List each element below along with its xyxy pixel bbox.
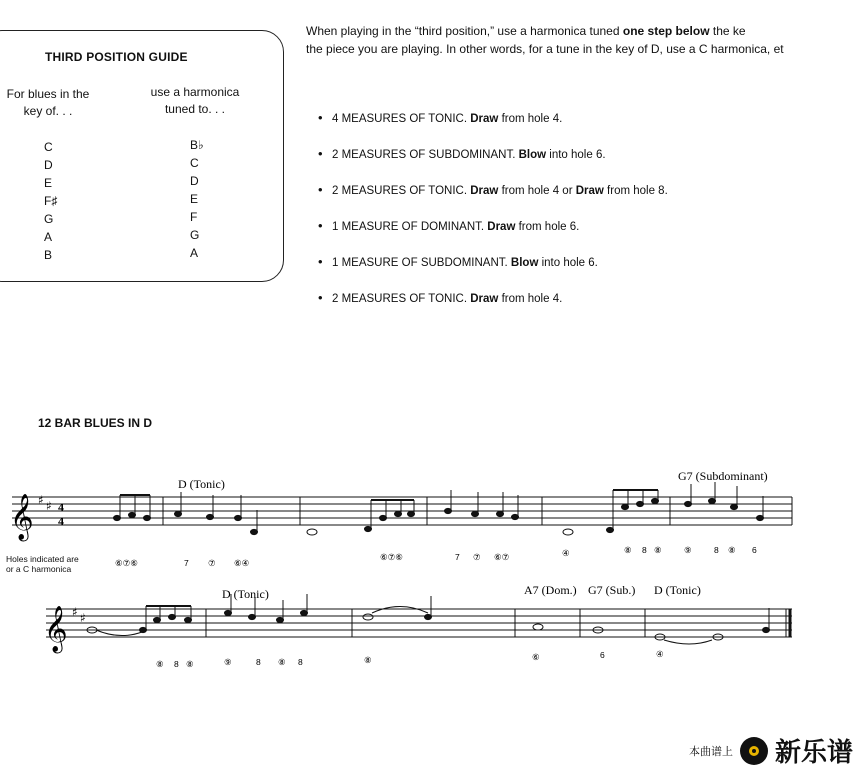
watermark-small: 本曲谱上: [688, 745, 733, 758]
watermark-big: 新乐谱: [774, 737, 853, 767]
guide-col2-line2: tuned to. . .: [164, 102, 226, 116]
blues-key: G: [44, 212, 54, 226]
harmonica-key: G: [190, 228, 200, 242]
section-title: 12 BAR BLUES IN D: [38, 416, 153, 430]
hole-number: ⑦: [208, 558, 216, 568]
hole-number: 7: [455, 552, 460, 562]
blues-key: F♯: [44, 194, 58, 208]
bullet-icon: •: [318, 110, 323, 125]
guide-col1-line1: For blues in the: [6, 87, 90, 101]
hole-number: ⑧: [186, 659, 194, 669]
hole-number: ⑧: [654, 545, 662, 555]
hole-number: ⑧: [624, 545, 632, 555]
chord-label: D (Tonic): [654, 583, 701, 597]
hole-number: 7: [184, 558, 189, 568]
holes-note: [6, 554, 79, 574]
harmonica-key: D: [190, 174, 199, 188]
hole-number: ⑨: [684, 545, 692, 555]
step-item: • 1 MEASURE OF SUBDOMINANT. Blow into hole 6.: [318, 252, 668, 288]
harmonica-key: E: [190, 192, 199, 206]
hole-number: ⑧: [728, 545, 736, 555]
chord-label: G7 (Sub.): [588, 583, 636, 597]
bullet-icon: •: [318, 182, 323, 197]
hole-number: 6: [752, 545, 757, 555]
treble-clef-icon: 𝄞: [44, 606, 68, 652]
hole-number: ④: [562, 548, 570, 558]
intro-text: the ke: [709, 24, 746, 38]
chord-label: A7 (Dom.): [524, 583, 577, 597]
chord-label: G7 (Subdominant): [678, 469, 768, 483]
hole-number: 8: [714, 545, 719, 555]
watermark: [689, 732, 853, 769]
blues-key: A: [44, 230, 53, 244]
blues-key: C: [44, 140, 53, 154]
guide-title: THIRD POSITION GUIDE: [45, 50, 188, 64]
record-disc-icon: [739, 736, 769, 766]
step-item: • 1 MEASURE OF DOMINANT. Draw from hole 6.: [318, 216, 668, 252]
hole-number: 8: [298, 657, 303, 667]
holes-note-line1: Holes indicated are: [6, 554, 79, 564]
harmonica-key: C: [190, 156, 199, 170]
bullet-icon: •: [318, 254, 323, 269]
bullet-icon: •: [318, 218, 323, 233]
harmonica-key: F: [190, 210, 198, 224]
sharp-icon: ♯: [46, 499, 52, 513]
hole-number: ⑨: [224, 657, 232, 667]
harmonica-key: A: [190, 246, 199, 260]
time-sig-top: 4: [58, 500, 64, 514]
hole-number: ⑥: [532, 652, 540, 662]
hole-number: 8: [642, 545, 647, 555]
hole-number: ⑧: [278, 657, 286, 667]
bullet-icon: •: [318, 146, 323, 161]
step-item: • 2 MEASURES OF SUBDOMINANT. Blow into hole 6.: [318, 144, 668, 180]
harmonica-key: B♭: [190, 138, 204, 152]
step-item: • 2 MEASURES OF TONIC. Draw from hole 4 or Draw from hole 8.: [318, 180, 668, 216]
staff-row-1: [12, 497, 792, 525]
hole-number: ⑧: [156, 659, 164, 669]
step-item: • 4 MEASURES OF TONIC. Draw from hole 4.: [318, 108, 668, 144]
hole-number: ⑦: [473, 552, 481, 562]
blues-key: E: [44, 176, 53, 190]
guide-col2-line1: use a harmonica: [150, 85, 240, 99]
intro-text: When playing in the “third position,” use a harmonica tuned: [306, 24, 623, 38]
sharp-icon: ♯: [38, 493, 44, 507]
hole-number: ④: [656, 649, 664, 659]
sharp-icon: ♯: [72, 605, 78, 619]
holes-note-line2: or a C harmonica: [6, 564, 72, 574]
hole-number: ⑥⑦⑥: [115, 558, 138, 568]
bullet-icon: •: [318, 290, 323, 305]
hole-number: ⑥④: [234, 558, 250, 568]
hole-number: ⑧: [364, 655, 372, 665]
blues-key: D: [44, 158, 53, 172]
hole-number: 6: [600, 650, 605, 660]
step-item: • 2 MEASURES OF TONIC. Draw from hole 4.: [318, 288, 668, 324]
hole-number: ⑥⑦⑥: [380, 552, 403, 562]
hole-number: ⑥⑦: [494, 552, 510, 562]
sharp-icon: ♯: [80, 611, 86, 625]
treble-clef-icon: 𝄞: [10, 494, 34, 540]
time-sig-bottom: 4: [58, 514, 64, 528]
guide-col1-line2: key of. . .: [23, 104, 73, 118]
intro-line-2: the piece you are playing. In other words, for a tune in the key of D, use a C harmonica, et: [306, 42, 784, 56]
blues-key: B: [44, 248, 53, 262]
intro-bold: one step below: [622, 24, 710, 38]
chord-label: D (Tonic): [222, 587, 269, 601]
hole-number: 8: [174, 659, 179, 669]
hole-number: 8: [256, 657, 261, 667]
chord-label: D (Tonic): [178, 477, 225, 491]
